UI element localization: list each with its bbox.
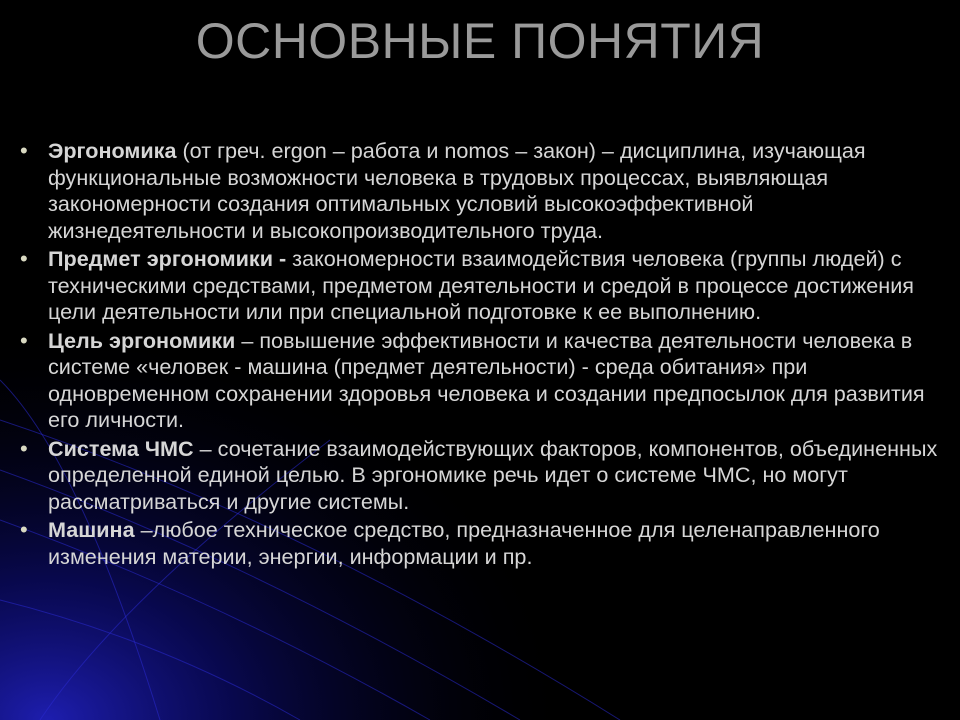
item-definition: закономерности взаимодействия человека (группы людей) с техническими средствами, предметом деятельности и средой в процессе достижения цели деятельности или при специальной подготовке к ее выполнению. [48, 246, 914, 324]
item-term: Система ЧМС [48, 435, 194, 461]
item-term: Машина [48, 517, 135, 542]
bullet-icon: • [20, 246, 28, 271]
definitions-list [20, 138, 950, 572]
item-definition: – сочетание взаимодействующих факторов, компонентов, объединенных определенной единой целью. В эргономике речь идет о системе ЧМС, но могут рассматриваться и другие системы. [48, 435, 938, 514]
item-definition: –любое техническое средство, предназначенное для целенаправленного изменения материи, энергии, информации и пр. [48, 517, 880, 569]
item-term: Цель эргономики [48, 327, 236, 353]
item-text [48, 138, 950, 244]
item-text [48, 328, 950, 434]
bullet-icon: • [20, 517, 28, 542]
item-definition: – повышение эффективности и качества деятельности человека в системе «человек - машина (предмет деятельности) - среда обитания» при одновременном сохранении здоровья человека и создании предпосылок для развития его личности. [48, 327, 925, 432]
item-text [48, 246, 950, 326]
list-item [20, 328, 950, 434]
list-item [20, 246, 950, 326]
item-term: Предмет эргономики - [48, 246, 287, 271]
list-item [20, 517, 950, 570]
bullet-icon: • [20, 138, 28, 163]
item-text [48, 436, 950, 516]
bullet-icon: • [20, 327, 28, 353]
bullet-icon: • [20, 435, 28, 461]
slide-title: ОСНОВНЫЕ ПОНЯТИЯ [195, 13, 765, 69]
item-definition: (от греч. ergon – работа и nomos – закон) – дисциплина, изучающая функциональные возможности человека в трудовых процессах, выявляющая закономерности создания оптимальных условий высокоэффективной жизнедеятельности и высокопроизводительного труда. [48, 138, 866, 243]
item-term: Эргономика [48, 138, 177, 163]
item-text [48, 517, 950, 570]
list-item [20, 436, 950, 516]
list-item [20, 138, 950, 244]
